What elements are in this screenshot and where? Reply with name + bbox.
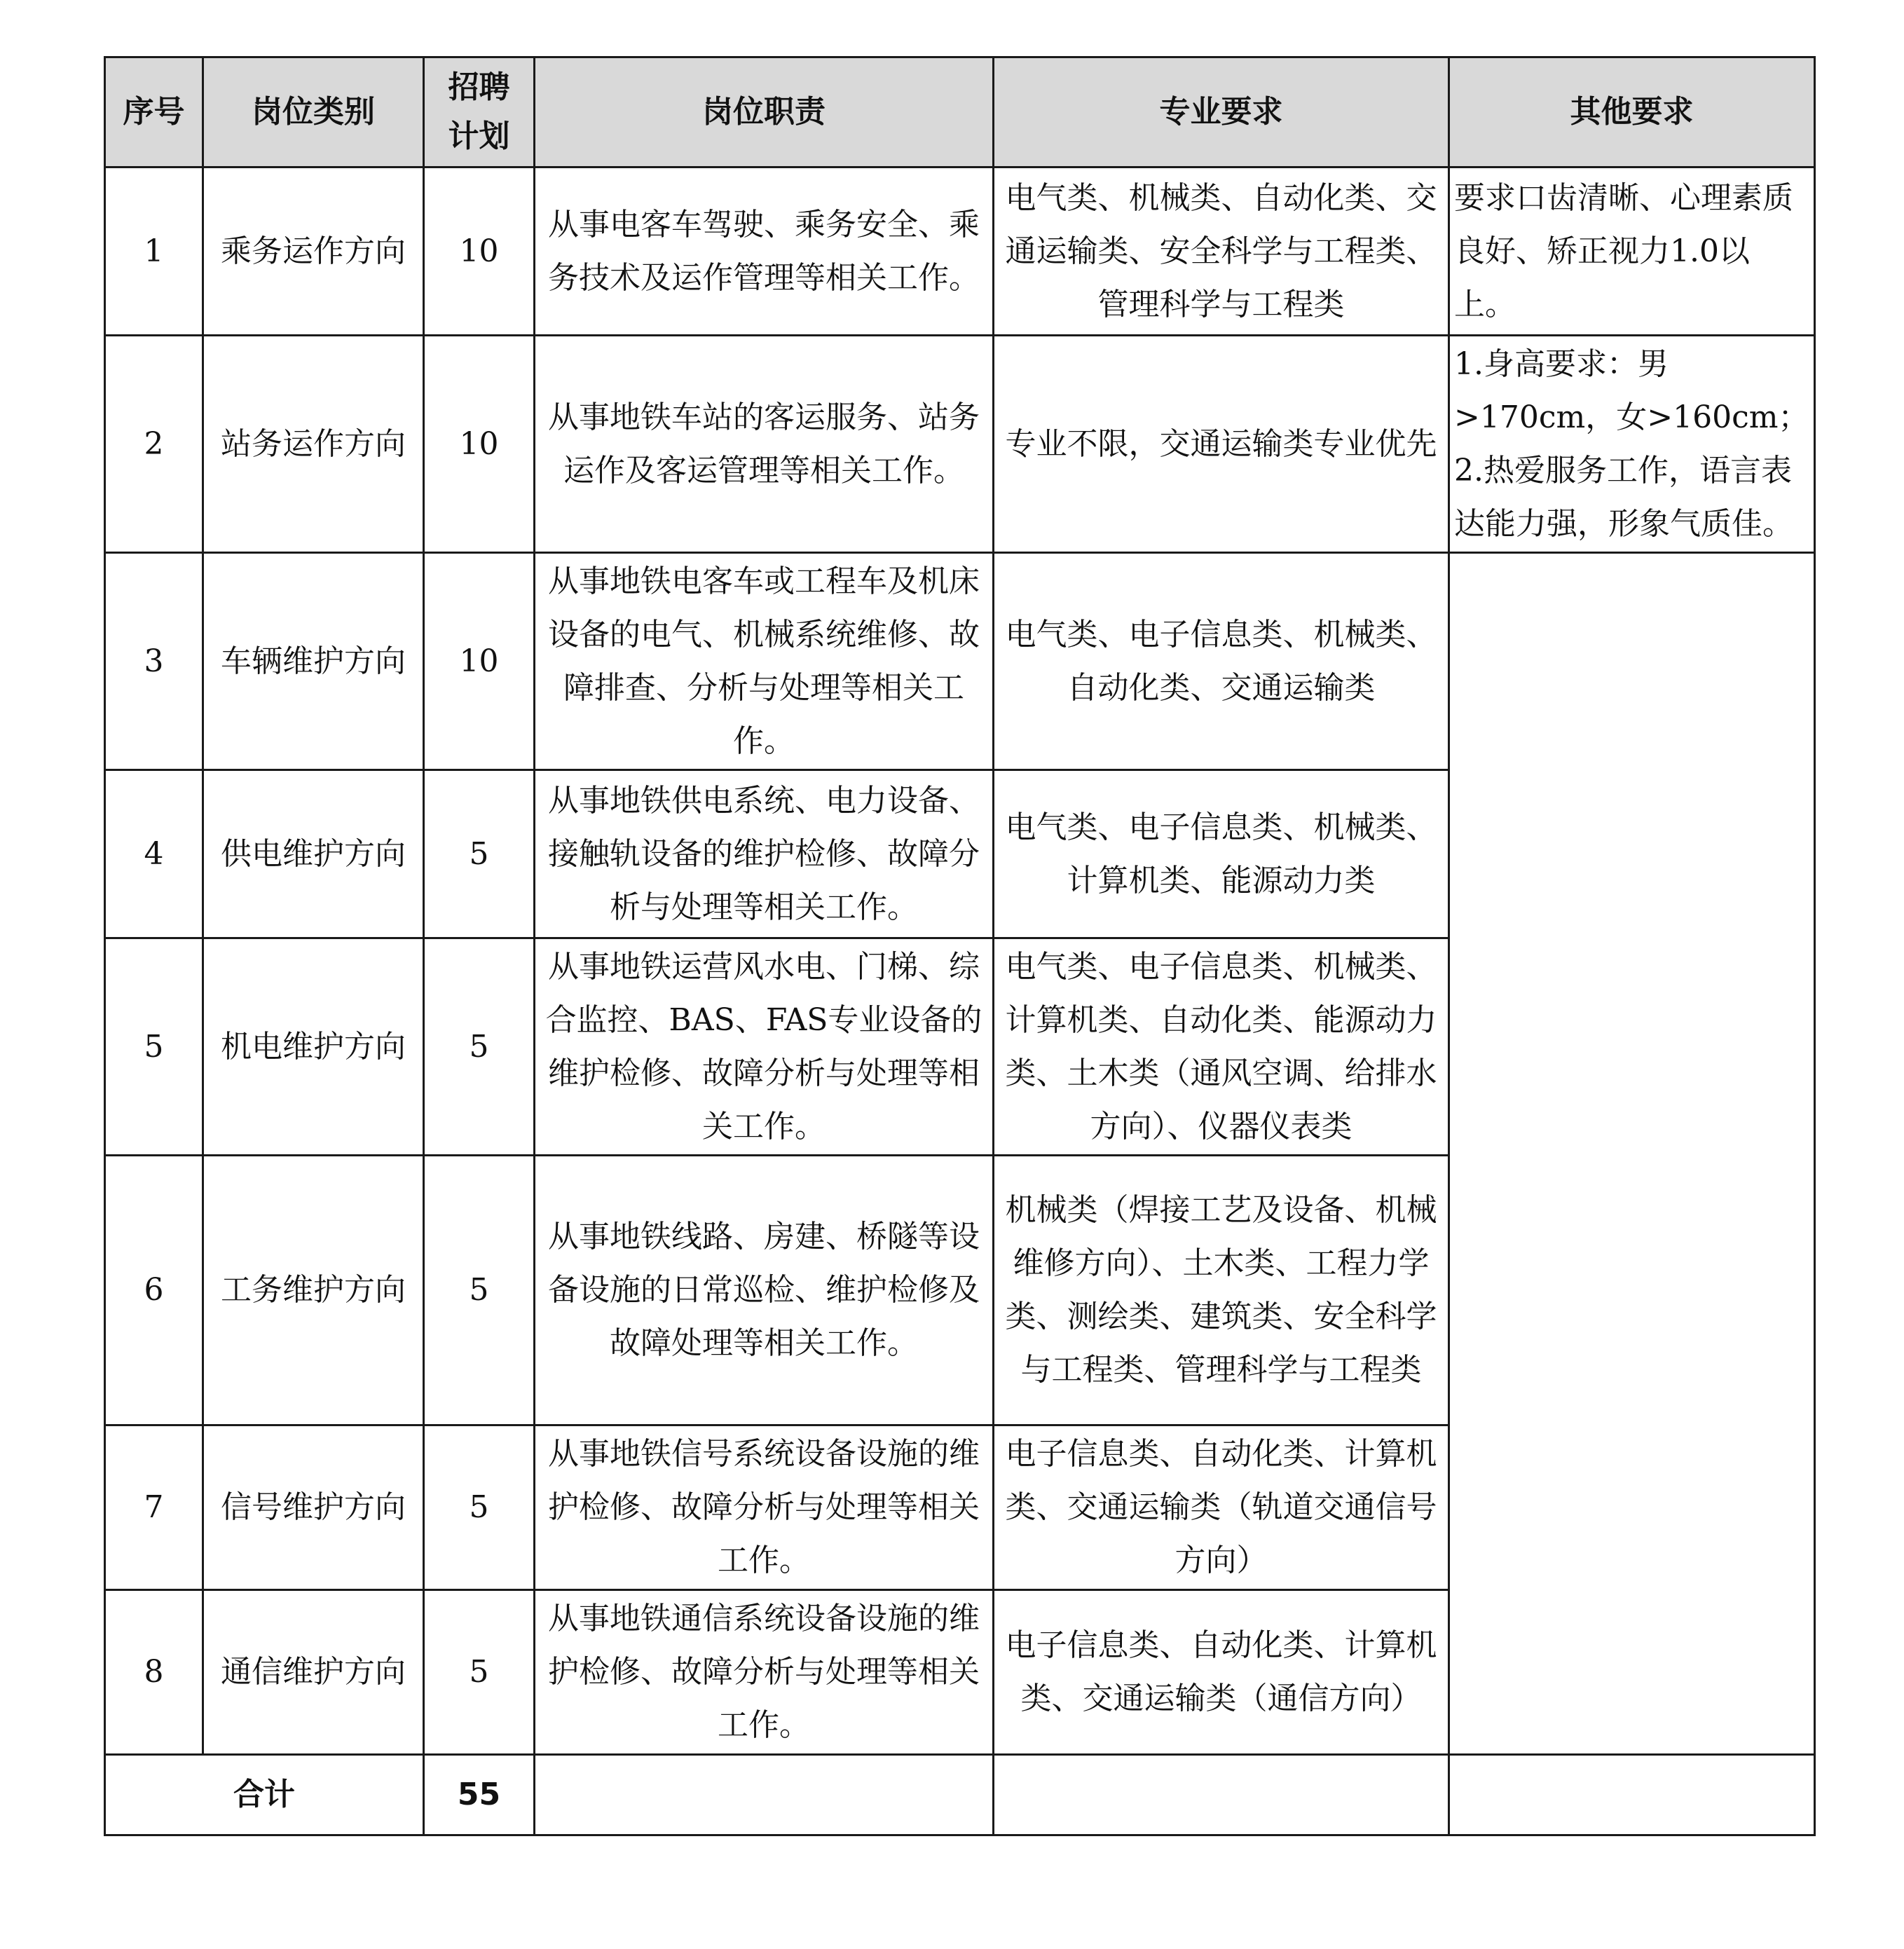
row-duties: 从事地铁线路、房建、桥隧等设备设施的日常巡检、维护检修及故障处理等相关工作。 xyxy=(535,1156,994,1425)
row-duties: 从事地铁信号系统设备设施的维护检修、故障分析与处理等相关工作。 xyxy=(535,1425,994,1590)
total-label: 合计 xyxy=(105,1755,424,1835)
row-plan: 10 xyxy=(424,336,535,553)
row-no: 6 xyxy=(105,1156,203,1425)
header-no: 序号 xyxy=(105,57,203,167)
row-plan: 10 xyxy=(424,553,535,770)
table-row xyxy=(105,553,1815,770)
header-other: 其他要求 xyxy=(1449,57,1815,167)
header-plan-line1: 招聘 xyxy=(448,69,510,105)
row-category: 通信维护方向 xyxy=(203,1590,424,1755)
total-empty-major xyxy=(994,1755,1449,1835)
total-empty-other xyxy=(1449,1755,1815,1835)
row-no: 3 xyxy=(105,553,203,770)
row-plan: 5 xyxy=(424,1590,535,1755)
row-plan: 10 xyxy=(424,167,535,336)
row-major: 专业不限，交通运输类专业优先 xyxy=(994,336,1449,553)
row-major: 电子信息类、自动化类、计算机类、交通运输类（通信方向） xyxy=(994,1590,1449,1755)
total-empty-duties xyxy=(535,1755,994,1835)
row-major: 电气类、电子信息类、机械类、计算机类、能源动力类 xyxy=(994,770,1449,938)
row-major: 电气类、机械类、自动化类、交通运输类、安全科学与工程类、管理科学与工程类 xyxy=(994,167,1449,336)
row-no: 4 xyxy=(105,770,203,938)
row-no: 1 xyxy=(105,167,203,336)
row-no: 8 xyxy=(105,1590,203,1755)
row-plan: 5 xyxy=(424,1156,535,1425)
row-plan: 5 xyxy=(424,770,535,938)
row-no: 7 xyxy=(105,1425,203,1590)
row-duties: 从事地铁通信系统设备设施的维护检修、故障分析与处理等相关工作。 xyxy=(535,1590,994,1755)
row-plan: 5 xyxy=(424,1425,535,1590)
header-major: 专业要求 xyxy=(994,57,1449,167)
header-plan-line2: 计划 xyxy=(448,118,510,154)
header-row xyxy=(105,57,1815,167)
row-duties: 从事电客车驾驶、乘务安全、乘务技术及运作管理等相关工作。 xyxy=(535,167,994,336)
row-category: 供电维护方向 xyxy=(203,770,424,938)
recruitment-table xyxy=(104,56,1816,1836)
row-plan: 5 xyxy=(424,938,535,1156)
header-category: 岗位类别 xyxy=(203,57,424,167)
row-category: 工务维护方向 xyxy=(203,1156,424,1425)
row-no: 5 xyxy=(105,938,203,1156)
row-category: 信号维护方向 xyxy=(203,1425,424,1590)
total-row xyxy=(105,1755,1815,1835)
row-other: 要求口齿清晰、心理素质良好、矫正视力1.0以上。 xyxy=(1449,167,1815,336)
header-duties: 岗位职责 xyxy=(535,57,994,167)
row-duties: 从事地铁供电系统、电力设备、接触轨设备的维护检修、故障分析与处理等相关工作。 xyxy=(535,770,994,938)
row-duties: 从事地铁电客车或工程车及机床设备的电气、机械系统维修、故障排查、分析与处理等相关工作。 xyxy=(535,553,994,770)
row-major: 电气类、电子信息类、机械类、计算机类、自动化类、能源动力类、土木类（通风空调、给排水方向）、仪器仪表类 xyxy=(994,938,1449,1156)
row-other: 1.身高要求：男>170cm，女>160cm；2.热爱服务工作，语言表达能力强，形象气质佳。 xyxy=(1449,336,1815,553)
row-major: 电气类、电子信息类、机械类、自动化类、交通运输类 xyxy=(994,553,1449,770)
table-row xyxy=(105,167,1815,336)
row-major: 机械类（焊接工艺及设备、机械维修方向）、土木类、工程力学类、测绘类、建筑类、安全科学与工程类、管理科学与工程类 xyxy=(994,1156,1449,1425)
table-row xyxy=(105,336,1815,553)
other-empty-merged xyxy=(1449,553,1815,1755)
row-category: 乘务运作方向 xyxy=(203,167,424,336)
row-duties: 从事地铁运营风水电、门梯、综合监控、BAS、FAS专业设备的维护检修、故障分析与处理等相关工作。 xyxy=(535,938,994,1156)
row-major: 电子信息类、自动化类、计算机类、交通运输类（轨道交通信号方向） xyxy=(994,1425,1449,1590)
row-duties: 从事地铁车站的客运服务、站务运作及客运管理等相关工作。 xyxy=(535,336,994,553)
row-category: 车辆维护方向 xyxy=(203,553,424,770)
row-category: 站务运作方向 xyxy=(203,336,424,553)
header-plan xyxy=(424,57,535,167)
row-category: 机电维护方向 xyxy=(203,938,424,1156)
total-value: 55 xyxy=(424,1755,535,1835)
row-no: 2 xyxy=(105,336,203,553)
